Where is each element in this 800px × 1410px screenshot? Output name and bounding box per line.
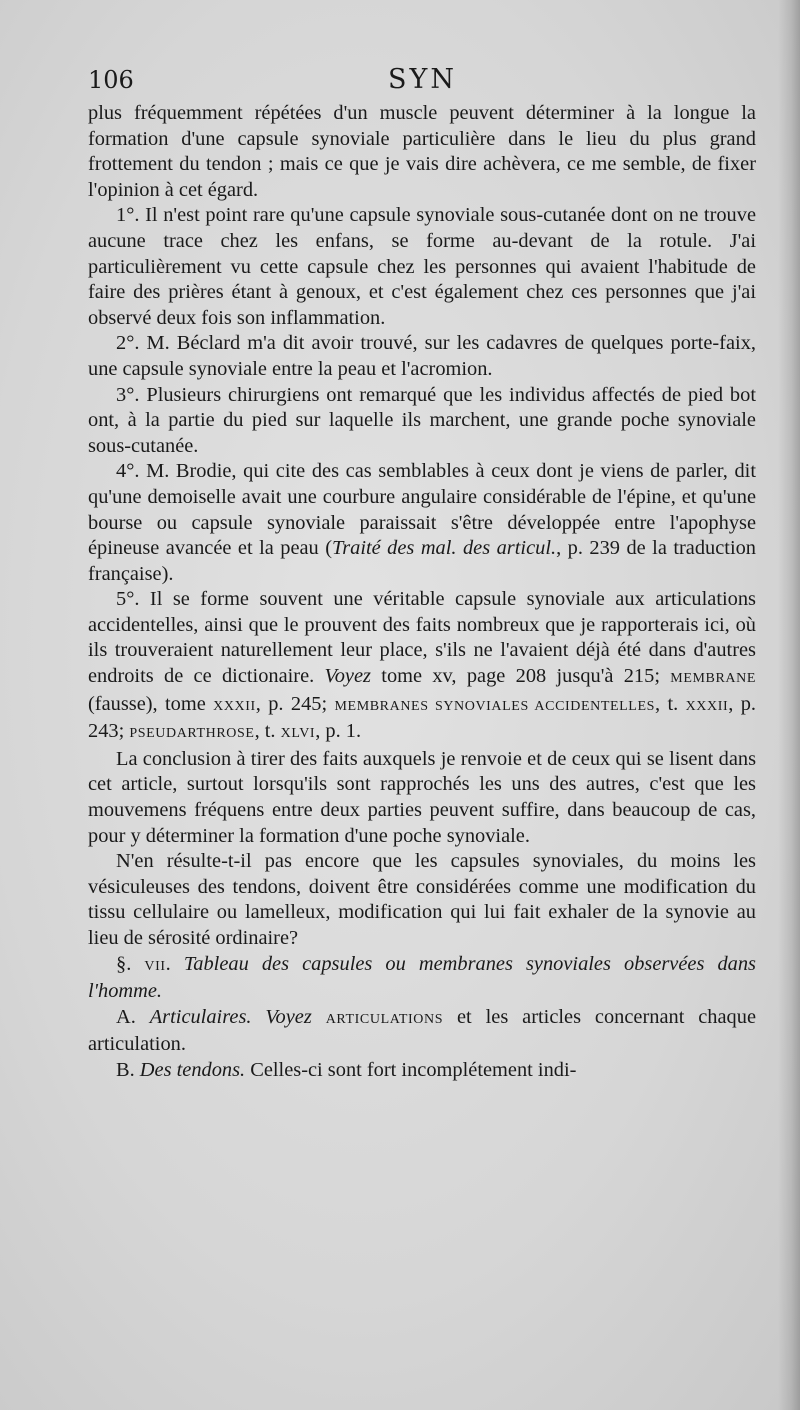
small-caps-text: MEMBRANE — [670, 671, 756, 687]
text-run: A. — [116, 1005, 150, 1028]
text-run — [312, 1006, 326, 1028]
page-number: 106 — [88, 66, 134, 94]
small-caps-text: XLVI — [280, 726, 316, 742]
text-run: 2°. M. Béclard m'a dit avoir trouvé, sur les cadavres de quelques porte-faix, une capsule synoviale entre la peau et l'acromion. — [88, 332, 756, 380]
paragraph — [88, 747, 756, 849]
text-run: B. — [116, 1058, 140, 1081]
small-caps-text: ARTICULATIONS — [325, 1011, 444, 1027]
text-run: . — [165, 952, 184, 975]
text-run: , t. — [655, 692, 686, 715]
running-head: SYN — [388, 64, 457, 95]
small-caps-text: PSEUDARTHROSE — [129, 726, 255, 742]
paragraph — [88, 587, 756, 747]
paragraph — [88, 1005, 756, 1058]
small-caps-text: VII — [144, 958, 166, 974]
small-caps-text: MEMBRANES SYNOVIALES ACCIDENTELLES — [334, 698, 655, 714]
text-run: Celles-ci sont fort incomplétement indi- — [245, 1058, 577, 1081]
page-header — [88, 62, 778, 102]
text-run: §. — [116, 952, 145, 975]
text-run: plus fréquemment répétées d'un muscle peuvent déterminer à la longue la formation d'une capsule synoviale particulière dans le lieu du plus grand frottement du tendon ; mais ce que je vais dire achèvera, ce me semble, de fixer l'opinion à cet égard. — [88, 102, 756, 201]
text-run: 3°. Plusieurs chirurgiens ont remarqué que les individus affectés de pied bot ont, à la partie du pied sur laquelle ils marchent, une grande poche synoviale sous-cutanée. — [88, 383, 756, 457]
italic-text: Traité des mal. des articul. — [332, 537, 557, 560]
text-run: , p. 1. — [315, 720, 362, 743]
italic-text: Articulaires. Voyez — [149, 1005, 312, 1028]
paragraph — [88, 1058, 756, 1084]
text-run: tome xv, page 208 jusqu'à 215; — [370, 665, 671, 688]
text-run: 1°. Il n'est point rare qu'une capsule synoviale sous-cutanée dont on ne trouve aucune trace chez les enfans, se forme au-devant de la rotule. J'ai particulièrement vu cette capsule chez les personnes qui avaient l'habitude de faire des prières étant à genoux, et c'est également chez ces personnes que j'ai observé deux fois son inflammation. — [88, 204, 756, 329]
text-run: 5°. Il se forme souvent une véritable capsule synoviale aux articulations accidentelles, ainsi que le prouvent des faits nombreux que je rapporterais ici, où ils trouveraient naturellement leur place, s'ils ne l'avaient déjà été dans d'autres endroits de ce dictionaire. — [88, 588, 756, 688]
text-run: , p. 239 de la traduction française). — [88, 537, 757, 585]
italic-text: Tableau des capsules ou membranes synoviales observées dans l'homme. — [88, 952, 756, 1003]
paragraph — [88, 331, 756, 382]
text-run: et les articles concernant chaque articulation. — [88, 1005, 756, 1056]
text-run: La conclusion à tirer des faits auxquels je renvoie et de ceux qui se lisent dans cet article, surtout lorsqu'ils sont rapprochés les uns des autres, c'est que les mouvemens fréquens entre deux parties peuvent suffire, dans beaucoup de cas, pour y déterminer la formation d'une poche synoviale. — [88, 747, 756, 847]
paragraph — [88, 459, 756, 587]
small-caps-text: XXXII — [685, 698, 729, 714]
paragraph — [88, 383, 756, 460]
paragraph — [88, 203, 756, 331]
text-run: (fausse), tome — [88, 692, 214, 715]
page-spine-shadow — [778, 0, 800, 1410]
paragraph — [88, 849, 756, 951]
small-caps-text: XXXII — [213, 698, 256, 714]
paragraph — [88, 101, 756, 203]
text-run: 4°. M. Brodie, qui cite des cas semblables à ceux dont je viens de parler, dit qu'une demoiselle avait une courbure angulaire considérable de l'épine, et qu'une bourse ou capsule synoviale paraissait s'être développée entre l'apophyse épineuse avancée et la peau ( — [88, 460, 756, 560]
text-run: , p. 245; — [255, 692, 335, 715]
body-text — [88, 101, 756, 1084]
text-run: , p. 243; — [88, 692, 756, 743]
italic-text: Des tendons. — [139, 1058, 246, 1081]
text-run: , t. — [254, 720, 281, 743]
text-run: N'en résulte-t-il pas encore que les capsules synoviales, du moins les vésiculeuses des tendons, doivent être considérées comme une modification du tissu cellulaire ou lamelleux, modification qui lui fait exhaler de la synovie au lieu de sérosité ordinaire? — [88, 850, 756, 949]
italic-text: Voyez — [324, 665, 371, 688]
paragraph — [88, 952, 756, 1005]
